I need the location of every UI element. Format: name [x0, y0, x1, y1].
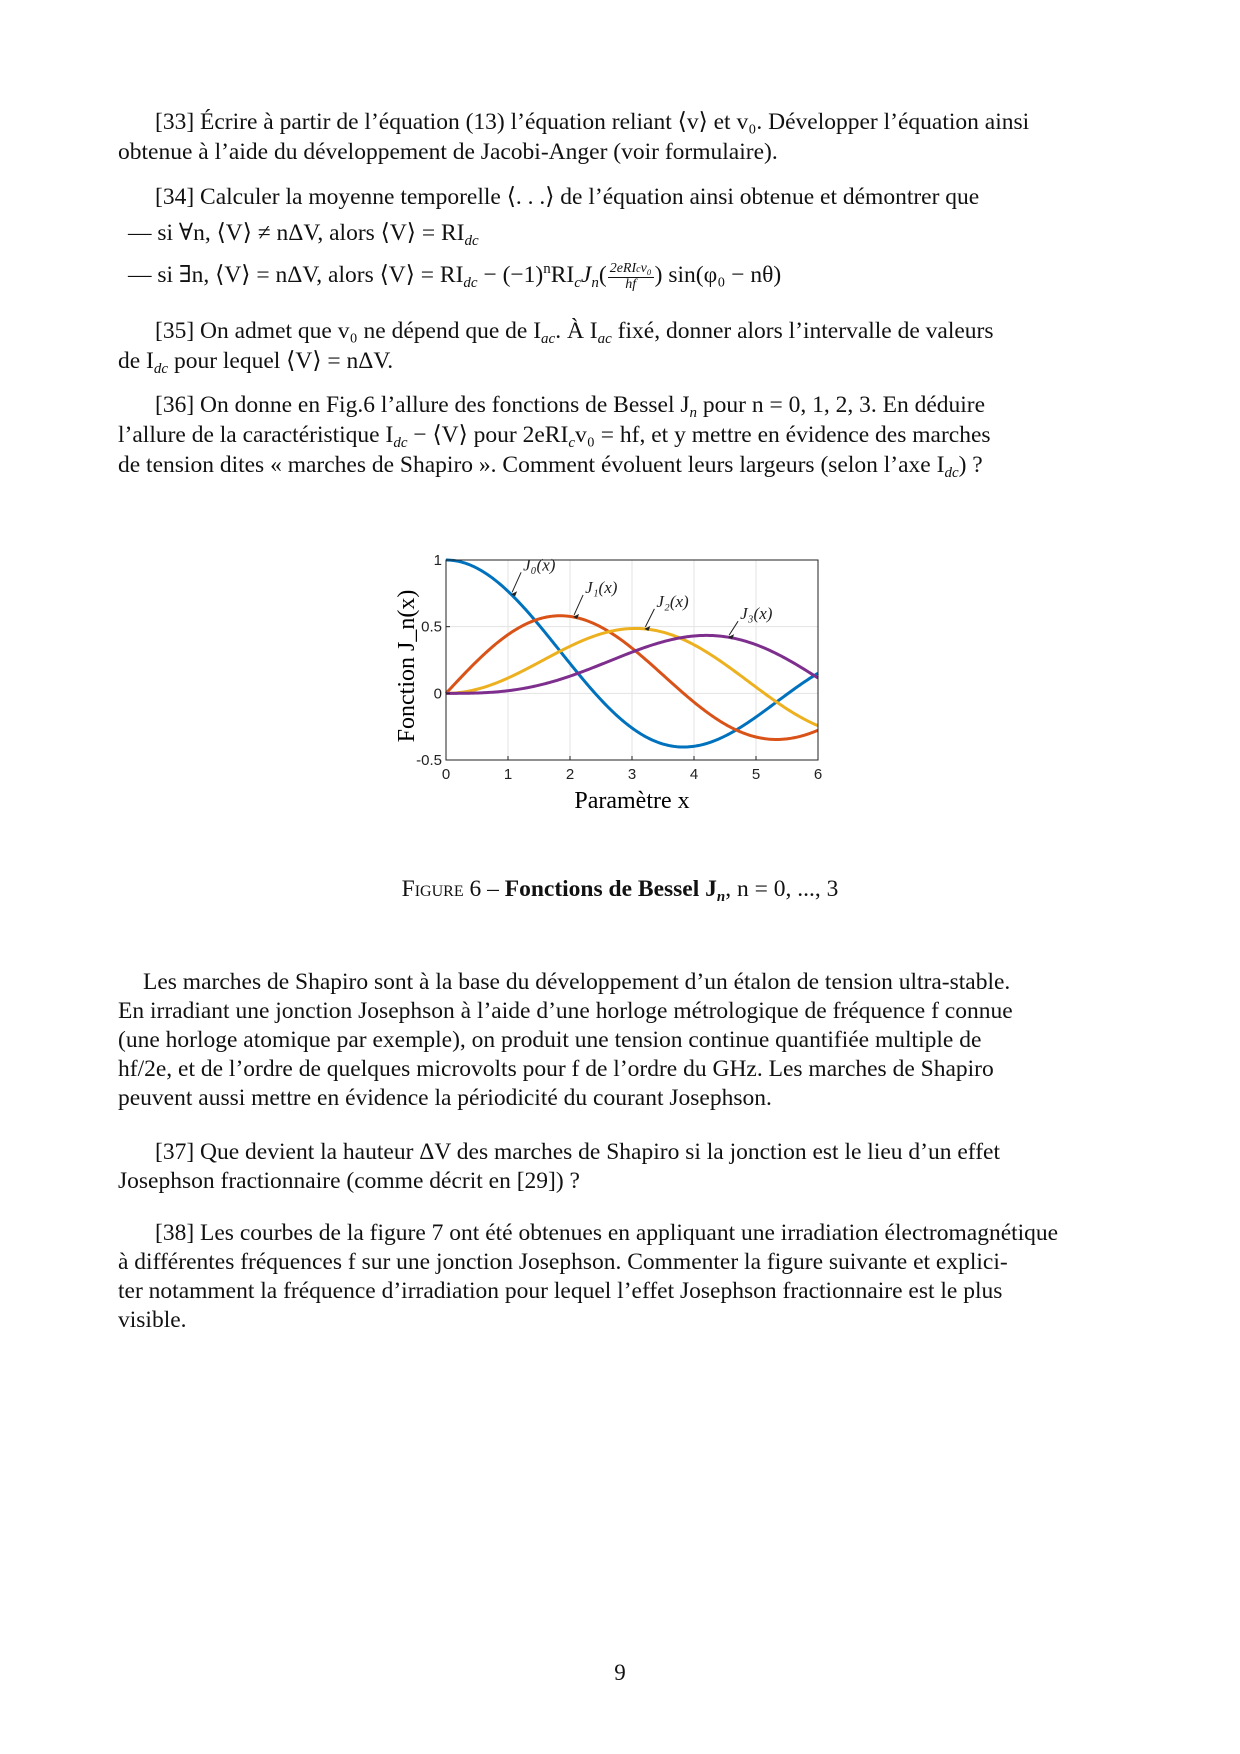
q35-line-2: de $I_{dc}$ pour lequel ⟨V⟩ = nΔV.: [118, 348, 394, 377]
curve-label-arrow: [645, 609, 654, 627]
x-tick-label: 5: [751, 766, 761, 783]
curve-label-arrow: [574, 595, 583, 615]
x-tick-label: 6: [813, 766, 823, 783]
q33-text-b: obtenue à l’aide du développement de Jacobi-Anger (voir formulaire).: [118, 139, 778, 165]
q33-text-a: [33] Écrire à partir de l’équation (13) l’équation reliant ⟨v⟩ et v₀. Développer l’équation ainsi: [155, 109, 1030, 135]
y-tick-label: 0.5: [421, 618, 442, 636]
x-tick-label: 3: [627, 766, 637, 783]
shapiro-line-4: hf/2e, et de l’ordre de quelques microvolts pour f de l’ordre du GHz. Les marches de Shapiro: [118, 1056, 994, 1082]
q38-line-3: ter notamment la fréquence d’irradiation pour lequel l’effet Josephson fractionnaire est le plus: [118, 1278, 1003, 1304]
curve-label-arrow: [729, 621, 738, 635]
x-tick-label: 4: [689, 766, 699, 783]
y-tick-label: -0.5: [416, 752, 442, 769]
q37-line-2: Josephson fractionnaire (comme décrit en [29]) ?: [118, 1168, 580, 1194]
chart-grid: [446, 560, 818, 760]
shapiro-line-2: En irradiant une jonction Josephson à l’aide d’une horloge métrologique de fréquence f connue: [118, 998, 1013, 1024]
curve-label-j3: J₃(x): [740, 604, 773, 624]
bessel-chart: [370, 548, 890, 848]
q38-line-1: [38] Les courbes de la figure 7 ont été obtenues en appliquant une irradiation électromagnétique: [155, 1220, 1059, 1246]
y-tick-label: 0: [433, 685, 442, 703]
q36-line-2: l’allure de la caractéristique $I_{dc}$ − ⟨V⟩ pour 2eRI$_c$v₀ = hf, et y mettre en évidence des marches: [118, 422, 991, 451]
q36-line-3: de tension dites « marches de Shapiro ». Comment évoluent leurs largeurs (selon l’axe $I_{dc}$) ?: [118, 452, 983, 481]
q34-fraction: $\frac{\text{2eRIcv₀}}{hf}$: [609, 260, 652, 292]
q36-line-1: [36] On donne en Fig.6 l’allure des fonctions de Bessel $J_n$ pour n = 0, 1, 2, 3. En déduire: [155, 392, 986, 421]
q34-line: [155, 182, 979, 212]
curve-label-j0: J₀(x): [523, 555, 556, 575]
q33-line-1: [155, 107, 1029, 137]
shapiro-line-3: (une horloge atomique par exemple), on produit une tension continue quantifiée multiple de: [118, 1027, 982, 1053]
chart-ticks: [416, 552, 822, 783]
shapiro-line-5: peuvent aussi mettre en évidence la périodicité du courant Josephson.: [118, 1085, 772, 1111]
q34-case-2: — si ∃n, ⟨V⟩ = nΔV, alors ⟨V⟩ = $RI_{dc} - (-1)^nRI_cJ_n$( $\frac{\text{2eRIcv₀}}{hf}$ ) sin(φ₀ − nθ): [128, 260, 782, 292]
y-tick-label: 1: [433, 552, 442, 569]
figure-caption: Figure 6 – Fonctions de Bessel $J_n$, n = 0, ..., 3: [401, 876, 839, 905]
x-tick-label: 2: [565, 766, 575, 783]
q38-line-2: à différentes fréquences f sur une jonction Josephson. Commenter la figure suivante et explici-: [118, 1249, 1008, 1275]
q34-text: [34] Calculer la moyenne temporelle ⟨. . .⟩ de l’équation ainsi obtenue et démontrer que: [155, 184, 980, 210]
y-axis-label: Fonction J_n(x): [394, 589, 420, 743]
curve-label-j2: J₂(x): [656, 591, 689, 611]
x-tick-label: 0: [441, 766, 451, 783]
q34-case-1: — si ∀n, ⟨V⟩ ≠ nΔV, alors ⟨V⟩ = $RI_{dc}$: [128, 220, 479, 249]
page-number: 9: [614, 1660, 626, 1685]
q35-line-1: [35] On admet que v₀ ne dépend que de $I_{ac}$. À $I_{ac}$ fixé, donner alors l’intervalle de valeurs: [155, 318, 994, 347]
q38-line-4: visible.: [118, 1307, 187, 1333]
curve-label-j1: J₁(x): [585, 577, 618, 597]
curve-label-arrow: [512, 572, 521, 592]
shapiro-line-1: Les marches de Shapiro sont à la base du développement d’un étalon de tension ultra-stable.: [143, 969, 1011, 995]
caption-label: Figure 6 –: [401, 876, 499, 902]
x-tick-label: 1: [503, 766, 513, 783]
x-axis-label: Paramètre x: [574, 788, 690, 814]
q37-line-1: [37] Que devient la hauteur ΔV des marches de Shapiro si la jonction est le lieu d’un effet: [155, 1139, 1000, 1165]
q33-line-2: [118, 137, 778, 167]
